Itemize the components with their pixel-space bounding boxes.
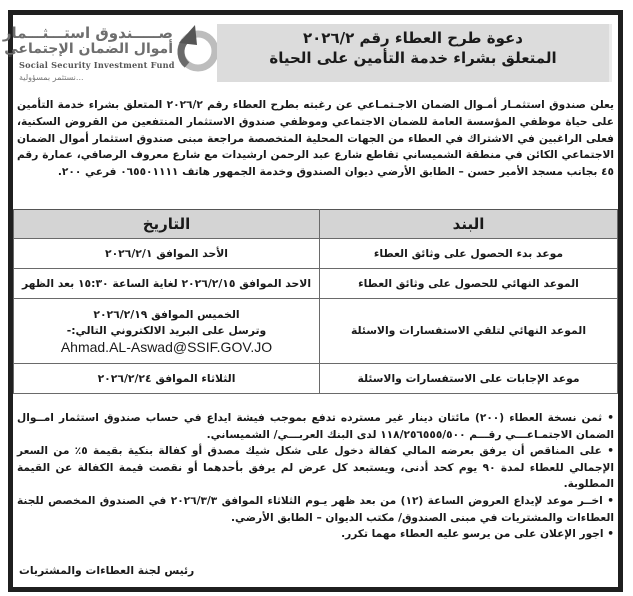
row-item: موعد بدء الحصول على وثائق العطاء [320, 239, 618, 269]
logo-name-ar-line1: صـــــندوق استـــثـــمار [2, 24, 173, 42]
row-date-note: وترسل على البريد الالكتروني التالي:- [66, 324, 267, 337]
row-item: موعد الإجابات على الاستفسارات والاسئلة [320, 364, 618, 394]
note-item: • اجور الإعلان على من يرسو عليه العطاء مهما تكرر. [341, 528, 614, 541]
header-item: البند [320, 210, 618, 239]
notes-list [17, 410, 614, 543]
note-item: • اخــر موعد لإيداع العروض الساعة (١٢) من بعد ظهر يـوم الثلاثاء الموافق ٢٠٢٦/٣/٣ في الصندوق المخصص للجنة العطاءات والمشتريات في مبنى الصندوق/ مكتب الديوان – الطابق الأرضي. [17, 494, 614, 524]
row-item: الموعد النهائي لتلقي الاستفسارات والاسئلة [320, 299, 618, 364]
table-row [14, 269, 618, 299]
circular-arrow-icon [173, 23, 219, 73]
schedule-table [13, 209, 618, 394]
table-row [14, 239, 618, 269]
row-date: الخميس الموافق ٢٠٢٦/٢/١٩ [93, 308, 240, 321]
row-date: الاحد الموافق ٢٠٢٦/٢/١٥ لغاية الساعة ١٥:٣٠ بعد الظهر [14, 269, 320, 299]
advertisement-frame [2, 10, 623, 592]
row-item: الموعد النهائي للحصول على وثائق العطاء [320, 269, 618, 299]
row-date: الثلاثاء الموافق ٢٠٢٦/٢/٢٤ [14, 364, 320, 394]
email-link[interactable]: Ahmad.AL-Aswad@SSIF.GOV.JO [60, 339, 273, 355]
fund-logo [2, 23, 219, 91]
logo-tagline: ...نستثمر بمسؤولية [19, 73, 84, 82]
row-date-cell [14, 299, 320, 364]
table-header-row [14, 210, 618, 239]
logo-name-ar-line2: أموال الضمان الإجتماعي [4, 41, 173, 57]
tender-subtitle: المتعلق بشراء خدمة التأمين على الحياة [269, 49, 557, 67]
row-date: الأحد الموافق ٢٠٢٦/٢/١ [14, 239, 320, 269]
signature: رئيس لجنة العطاءات والمشتريات [19, 564, 195, 577]
title-box [217, 24, 612, 82]
note-item: • على المناقص أن يرفق بعرضه المالي كفالة دخول على شكل شيك مصدق أو كفالة بنكية بقيمة ٥٪ من السعر الإجمالي للعطاء لمدة ٩٠ يوم كحد أدنى، ويستبعد كل عرض لم يرفق بأحدهما أو نقصت قيمة الكفالة عن القيمة المطلوبة. [17, 445, 614, 491]
table-row [14, 299, 618, 364]
logo-name-en: Social Security Investment Fund [19, 60, 175, 70]
header-date: التاريخ [14, 210, 320, 239]
table-row [14, 364, 618, 394]
note-item: • ثمن نسخة العطاء (٢٠٠) مائتان دينار غير مسترده تدفع بموجب فيشة ايداع في حساب صندوق استثمار امــوال الضمان الاجتمـاعـــي رقـــم ١١٨/٢٥٦٥٥٥/٥٠٠ لدى البنك العربـــي/ الشميساني. [17, 412, 614, 441]
intro-paragraph: يعلن صندوق استثمـار أمـوال الضمان الاجـتمـاعي عن رغبته بطرح العطاء رقم ٢٠٢٦/٢ المتعلق بشراء خدمة التأمين على حياة موظفي المؤسسة العامة للضمان الاجتماعي وموظفي صندوق الاستثمار المنتفعين من القروض السكنية، فعلى الراغبين في الاشتراك في العطاء من الجهات المحلية المتخصصة مراجعة مبنى صندوق استثمار أموال الضمان الاجتماعي الكائن في منطقة الشميساني تقاطع شارع عبد الرحمن ارشيدات مع شارع معروف الرصافي، عمارة رقم ٤٥ بجانب مسجد الأمير حسن – الطابق الأرضي ديوان الصندوق وخدمة الجمهور هاتف ٠٦٥٥٠١١١١ فرعي ٢٠٠. [17, 99, 614, 179]
tender-title: دعوة طرح العطاء رقم ٢٠٢٦/٢ [302, 29, 523, 47]
